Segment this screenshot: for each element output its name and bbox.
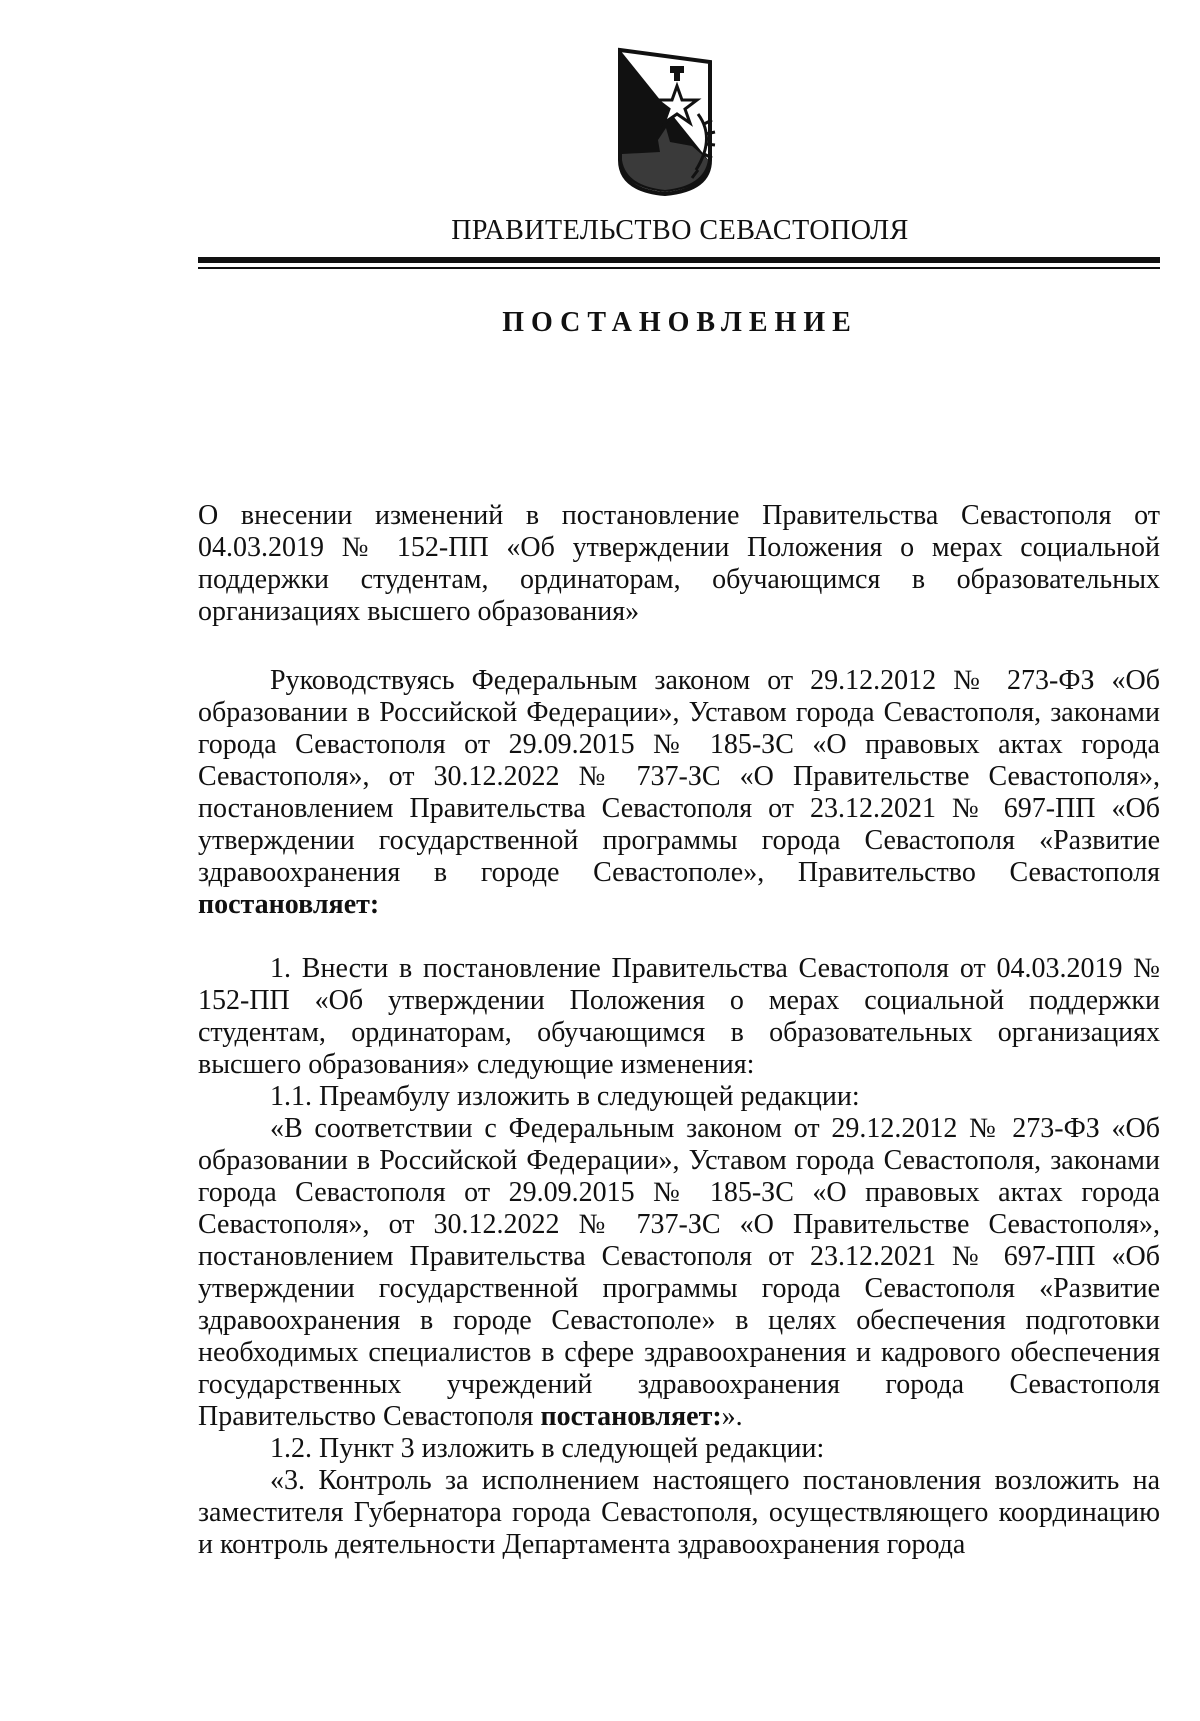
header-divider-thin [198, 267, 1160, 269]
item-1-2-quote: «3. Контроль за исполнением настоящего постановления возложить на заместителя Губернатора города Севастополя, осуществляющего координацию и контроль деятельности Департамента здравоохранения города [198, 1465, 1160, 1560]
item-1-1-quote-end: ». [721, 1401, 743, 1432]
item-1-1: 1.1. Преамбулу изложить в следующей редакции: [270, 1081, 860, 1112]
item-1-1-quote [198, 1113, 1160, 1433]
preamble-paragraph [198, 665, 1160, 921]
document-subject: О внесении изменений в постановление Правительства Севастополя от 04.03.2019 № 152-ПП «Об утверждении Положения о мерах социальной поддержки студентам, ординаторам, обучающимся в образовательных организациях высшего образования» [198, 500, 1160, 627]
document-body [198, 665, 1160, 1561]
item-1-1-quote-resolves: постановляет: [540, 1401, 722, 1432]
organization-name: ПРАВИТЕЛЬСТВО СЕВАСТОПОЛЯ [451, 215, 909, 246]
preamble-text: Руководствуясь Федеральным законом от 29.12.2012 № 273-ФЗ «Об образовании в Российской Федерации», Уставом города Севастополя, законами города Севастополя от 29.09.2015 № 185-ЗС «О правовых актах города Севастополя», от 30.12.2022 № 737-ЗС «О Правительстве Севастополя», постановлением Правительства Севастополя от 23.12.2021 № 697-ПП «Об утверждении государственной программы города Севастополя «Развитие здравоохранения в городе Севастополе», Правительство Севастополя [198, 665, 1160, 888]
item-1-1-quote-text: «В соответствии с Федеральным законом от 29.12.2012 № 273-ФЗ «Об образовании в Российской Федерации», Уставом города Севастополя, законами города Севастополя от 29.09.2015 № 185-ЗС «О правовых актах города Севастополя», от 30.12.2022 № 737-ЗС «О Правительстве Севастополя», постановлением Правительства Севастополя от 23.12.2021 № 697-ПП «Об утверждении государственной программы города Севастополя «Развитие здравоохранения в городе Севастополе» в целях обеспечения подготовки необходимых специалистов в сфере здравоохранения и кадрового обеспечения государственных учреждений здравоохранения города Севастополя Правительство Севастополя [198, 1113, 1160, 1432]
item-1: 1. Внести в постановление Правительства Севастополя от 04.03.2019 № 152-ПП «Об утверждении Положения о мерах социальной поддержки студентам, ординаторам, обучающимся в образовательных организациях высшего образования» следующие изменения: [198, 953, 1160, 1080]
item-1-2: 1.2. Пункт 3 изложить в следующей редакции: [270, 1433, 825, 1464]
header-divider-thick [198, 257, 1160, 263]
preamble-resolves: постановляет: [198, 889, 380, 920]
coat-of-arms-icon [600, 42, 730, 202]
document-type-title: ПОСТАНОВЛЕНИЕ [502, 307, 858, 338]
